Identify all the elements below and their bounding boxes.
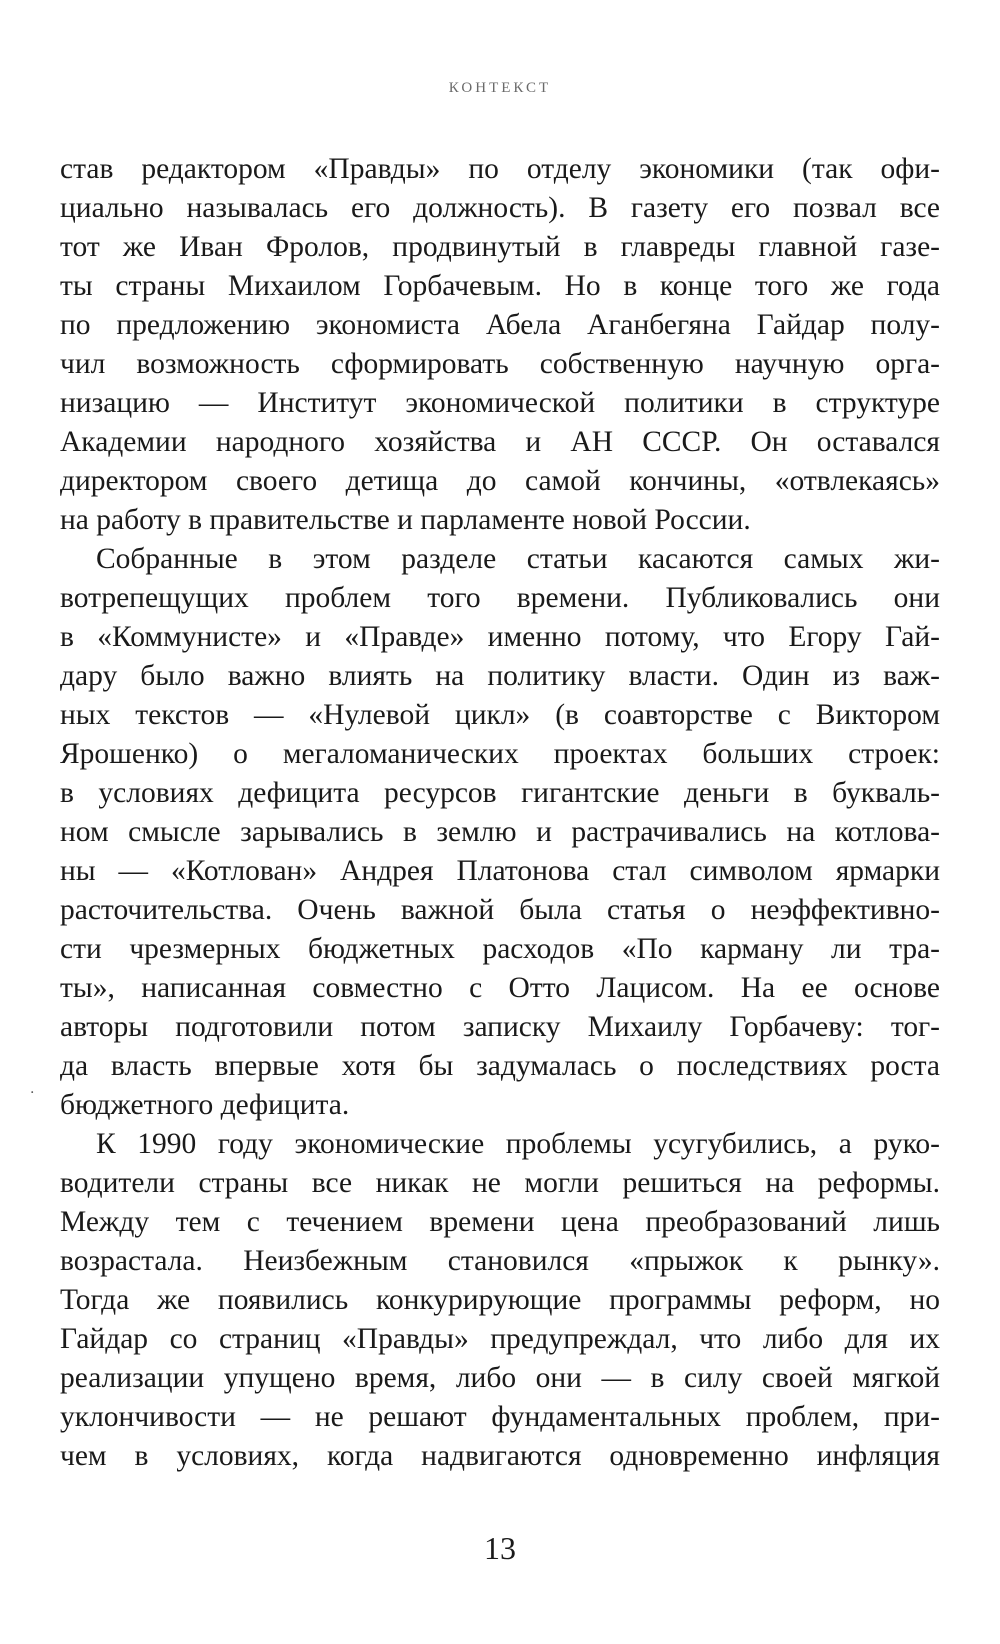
text-line: Между тем с течением времени цена преобразований лишь <box>60 1206 940 1238</box>
body-text <box>60 150 940 1476</box>
text-line: бюджетного дефицита. <box>60 1089 350 1121</box>
text-line: директором своего детища до самой кончины, «отвлекаясь» <box>60 465 940 497</box>
text-line: чем в условиях, когда надвигаются одновременно инфляция <box>60 1440 940 1472</box>
text-line: сти чрезмерных бюджетных расходов «По карману ли тра- <box>60 933 940 965</box>
page-number: 13 <box>484 1530 516 1566</box>
text-line: ны — «Котлован» Андрея Платонова стал символом ярмарки <box>60 855 940 887</box>
text-line: Тогда же появились конкурирующие программы реформ, но <box>60 1284 940 1316</box>
text-line: возрастала. Неизбежным становился «прыжок к рынку». <box>60 1245 940 1277</box>
text-line: тот же Иван Фролов, продвинутый в главреды главной газе- <box>60 231 940 263</box>
text-line: по предложению экономиста Абела Аганбегяна Гайдар полу- <box>60 309 940 341</box>
text-line: реализации упущено время, либо они — в силу своей мягкой <box>60 1362 940 1394</box>
text-line: ном смысле зарывались в землю и растрачивались на котлова- <box>60 816 940 848</box>
text-line: ных текстов — «Нулевой цикл» (в соавторстве с Виктором <box>60 699 940 731</box>
text-line: на работу в правительстве и парламенте новой России. <box>60 504 751 536</box>
paragraph-start-line: К 1990 году экономические проблемы усугубились, а руко- <box>96 1128 940 1160</box>
text-line: став редактором «Правды» по отделу экономики (так офи- <box>60 153 940 185</box>
text-line: ты страны Михаилом Горбачевым. Но в конце того же года <box>60 270 940 302</box>
text-line: чил возможность сформировать собственную научную орга- <box>60 348 940 380</box>
text-line: да власть впервые хотя бы задумалась о последствиях роста <box>60 1050 940 1082</box>
text-line: дару было важно влиять на политику власти. Один из важ- <box>60 660 940 692</box>
text-line: в условиях дефицита ресурсов гигантские деньги в букваль- <box>60 777 940 809</box>
text-line: водители страны все никак не могли решиться на реформы. <box>60 1167 940 1199</box>
text-line: Гайдар со страниц «Правды» предупреждал, что либо для их <box>60 1323 940 1355</box>
text-line: авторы подготовили потом записку Михаилу Горбачеву: тог- <box>60 1011 940 1043</box>
text-line: циально называлась его должность). В газету его позвал все <box>60 192 940 224</box>
text-line: вотрепещущих проблем того времени. Публиковались они <box>60 582 940 614</box>
paragraph-start-line: Собранные в этом разделе статьи касаются самых жи- <box>96 543 940 575</box>
text-line: расточительства. Очень важной была статья о неэффективно- <box>60 894 940 926</box>
margin-mark: · <box>30 1085 35 1101</box>
text-line: низацию — Институт экономической политики в структуре <box>60 387 940 419</box>
text-line: Ярошенко) о мегаломанических проектах больших строек: <box>60 738 940 770</box>
text-line: в «Коммунисте» и «Правде» именно потому, что Егору Гай- <box>60 621 940 653</box>
text-line: Академии народного хозяйства и АН СССР. Он оставался <box>60 426 940 458</box>
text-line: ты», написанная совместно с Отто Лацисом. На ее основе <box>60 972 940 1004</box>
text-line: уклончивости — не решают фундаментальных проблем, при- <box>60 1401 940 1433</box>
running-head: КОНТЕКСТ <box>448 80 552 96</box>
